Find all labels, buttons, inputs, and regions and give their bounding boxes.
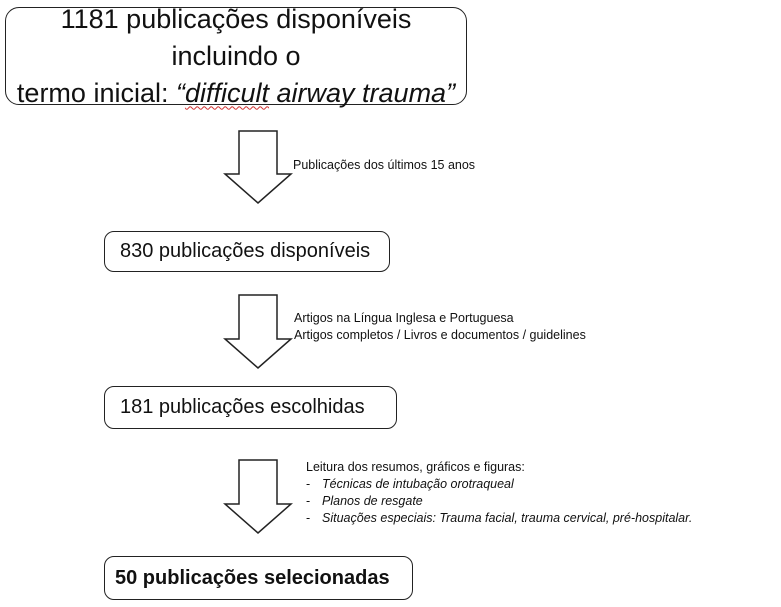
criteria-bullet-text: Situações especiais: Trauma facial, trauma cervical, pré-hospitalar. (322, 511, 693, 525)
step-box-initial-search (5, 3, 467, 108)
bullet-marker: - (306, 477, 311, 491)
down-arrow-icon (224, 130, 292, 204)
criteria-bullet (306, 476, 692, 493)
criteria-bullet (306, 493, 692, 510)
step-3-label: 181 publicações escolhidas (120, 396, 365, 418)
step-1-search-term (176, 78, 455, 108)
spellcheck-marked-word: difficult (184, 77, 270, 108)
step-box-selected (104, 556, 413, 600)
transition-3-criteria (306, 459, 692, 527)
search-term-rest: airway trauma (269, 77, 447, 108)
criteria-heading: Leitura dos resumos, gráficos e figuras: (306, 460, 525, 474)
bullet-marker: - (306, 494, 311, 508)
step-1-line-1: 1181 publicações disponíveis incluindo o (60, 3, 412, 71)
step-box-chosen (104, 386, 397, 429)
criteria-line: Artigos na Língua Inglesa e Portuguesa (294, 311, 514, 325)
step-4-label: 50 publicações selecionadas (115, 566, 390, 589)
transition-1-criteria (293, 157, 475, 174)
step-1-term-prefix: termo inicial: (16, 77, 176, 108)
step-box-available (104, 231, 390, 272)
criteria-line: Publicações dos últimos 15 anos (293, 158, 476, 172)
transition-2-criteria (294, 310, 586, 344)
criteria-bullet-text: Planos de resgate (322, 494, 423, 508)
criteria-line: Artigos completos / Livros e documentos / guidelines (294, 328, 586, 342)
down-arrow-icon (224, 459, 292, 534)
quote-open: “ (175, 77, 185, 108)
down-arrow-icon (224, 294, 292, 369)
criteria-bullet (306, 510, 692, 527)
step-1-line-2 (6, 75, 466, 112)
criteria-bullet-text: Técnicas de intubação orotraqueal (322, 477, 514, 491)
quote-close: ” (446, 77, 456, 108)
step-2-label: 830 publicações disponíveis (120, 240, 371, 262)
bullet-marker: - (306, 511, 311, 525)
